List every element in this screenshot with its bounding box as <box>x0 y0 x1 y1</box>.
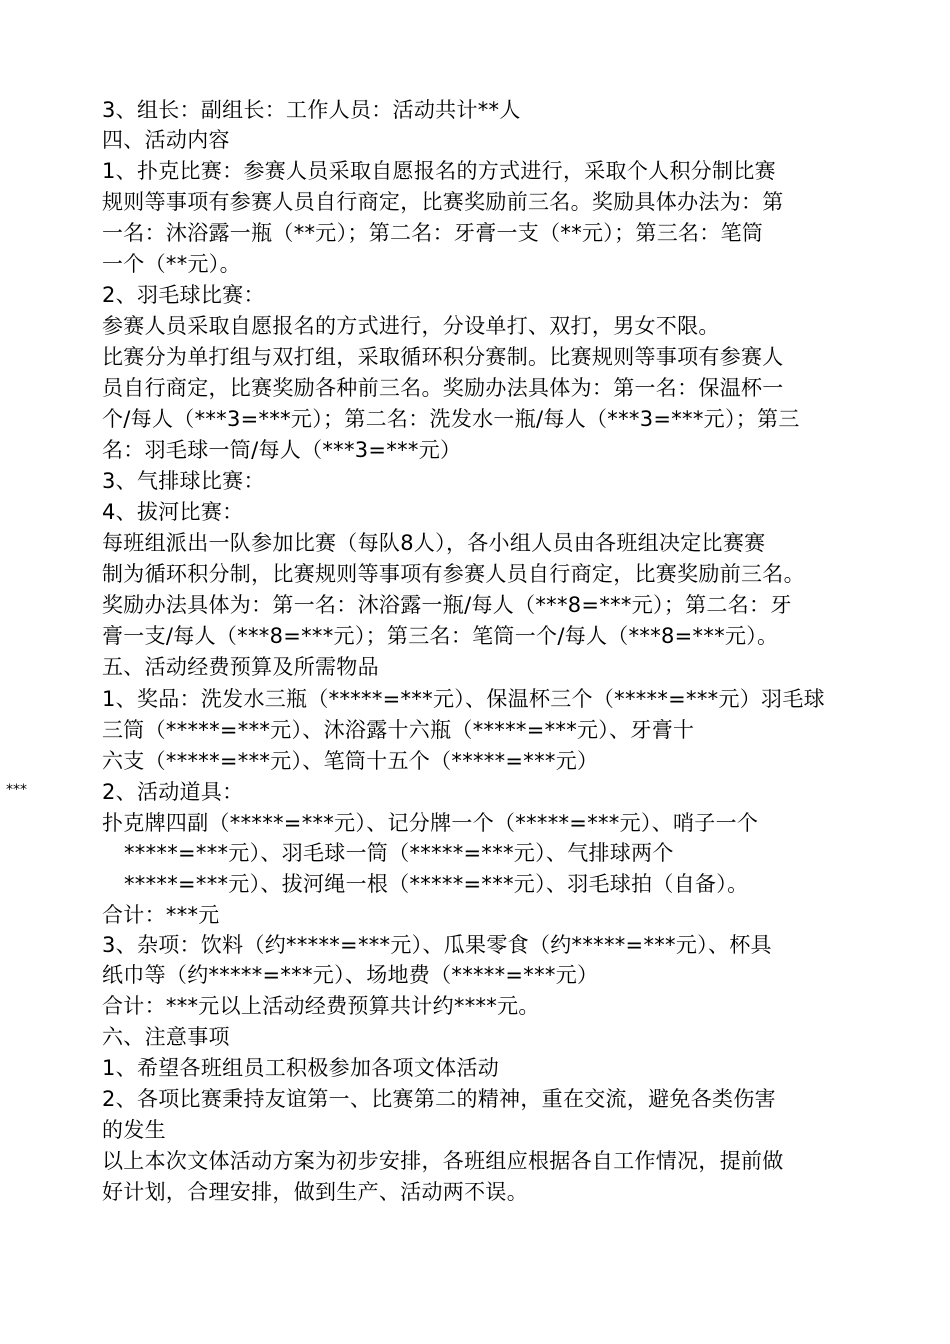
text-line: 合计：***元以上活动经费预算共计约****元。 <box>102 994 540 1018</box>
text-line: 1、扑克比赛：参赛人员采取自愿报名的方式进行，采取个人积分制比赛 <box>102 159 776 183</box>
text-line: *****=***元）、羽毛球一筒（*****=***元）、气排球两个 <box>124 841 674 865</box>
text-line: 名：羽毛球一筒/每人（***3=***元） <box>102 438 462 462</box>
text-line: 2、羽毛球比赛： <box>102 283 265 307</box>
text-line: 膏一支/每人（***8=***元）；第三名：笔筒一个/每人（***8=***元）。 <box>102 624 779 648</box>
text-line: 三筒（*****=***元）、沐浴露十六瓶（*****=***元）、牙膏十 <box>102 718 695 742</box>
text-line: 1、希望各班组员工积极参加各项文体活动 <box>102 1056 500 1080</box>
text-line: 每班组派出一队参加比赛（每队8人），各小组人员由各班组决定比赛赛 <box>102 531 766 555</box>
text-line: 比赛分为单打组与双打组，采取循环积分赛制。比赛规则等事项有参赛人 <box>102 345 784 369</box>
section-heading: 四、活动内容 <box>102 128 230 152</box>
text-line: 4、拔河比赛： <box>102 500 244 524</box>
text-line: 一个（**元）。 <box>102 252 241 276</box>
text-line: 3、组长：副组长：工作人员：活动共计**人 <box>102 98 521 122</box>
text-line: 纸巾等（约*****=***元）、场地费（*****=***元） <box>102 963 599 987</box>
text-line: 2、各项比赛秉持友谊第一、比赛第二的精神，重在交流，避免各类伤害 <box>102 1087 776 1111</box>
text-line: 2、活动道具： <box>102 780 244 804</box>
text-line: 规则等事项有参赛人员自行商定，比赛奖励前三名。奖励具体办法为：第 <box>102 190 784 214</box>
section-heading: 六、注意事项 <box>102 1025 230 1049</box>
text-line: *****=***元）、拔河绳一根（*****=***元）、羽毛球拍（自备）。 <box>124 872 749 896</box>
text-line: 扑克牌四副（*****=***元）、记分牌一个（*****=***元）、哨子一个 <box>102 811 759 835</box>
section-heading: 五、活动经费预算及所需物品 <box>102 655 379 679</box>
text-line: 制为循环积分制，比赛规则等事项有参赛人员自行商定，比赛奖励前三名。 <box>102 562 805 586</box>
text-line: 一名：沐浴露一瓶（**元）；第二名：牙膏一支（**元）；第三名：笔筒 <box>102 221 764 245</box>
text-line: 好计划，合理安排，做到生产、活动两不误。 <box>102 1180 528 1204</box>
margin-mark: *** <box>6 782 27 798</box>
text-line: 六支（*****=***元）、笔筒十五个（*****=***元） <box>102 749 599 773</box>
text-line: 的发生 <box>102 1118 166 1142</box>
text-line: 个/每人（***3=***元）；第二名：洗发水一瓶/每人（***3=***元）；第三 <box>102 407 800 431</box>
text-line: 参赛人员采取自愿报名的方式进行，分设单打、双打，男女不限。 <box>102 314 720 338</box>
text-line: 以上本次文体活动方案为初步安排，各班组应根据各自工作情况，提前做 <box>102 1149 784 1173</box>
text-line: 合计：***元 <box>102 903 220 927</box>
text-line: 3、气排球比赛： <box>102 469 265 493</box>
text-line: 3、杂项：饮料（约*****=***元）、瓜果零食（约*****=***元）、杯具 <box>102 933 772 957</box>
text-line: 奖励办法具体为：第一名：沐浴露一瓶/每人（***8=***元）；第二名：牙 <box>102 593 792 617</box>
text-line: 员自行商定，比赛奖励各种前三名。奖励办法具体为：第一名：保温杯一 <box>102 376 784 400</box>
text-line: 1、奖品：洗发水三瓶（*****=***元）、保温杯三个（*****=***元）羽毛球 <box>102 687 825 711</box>
